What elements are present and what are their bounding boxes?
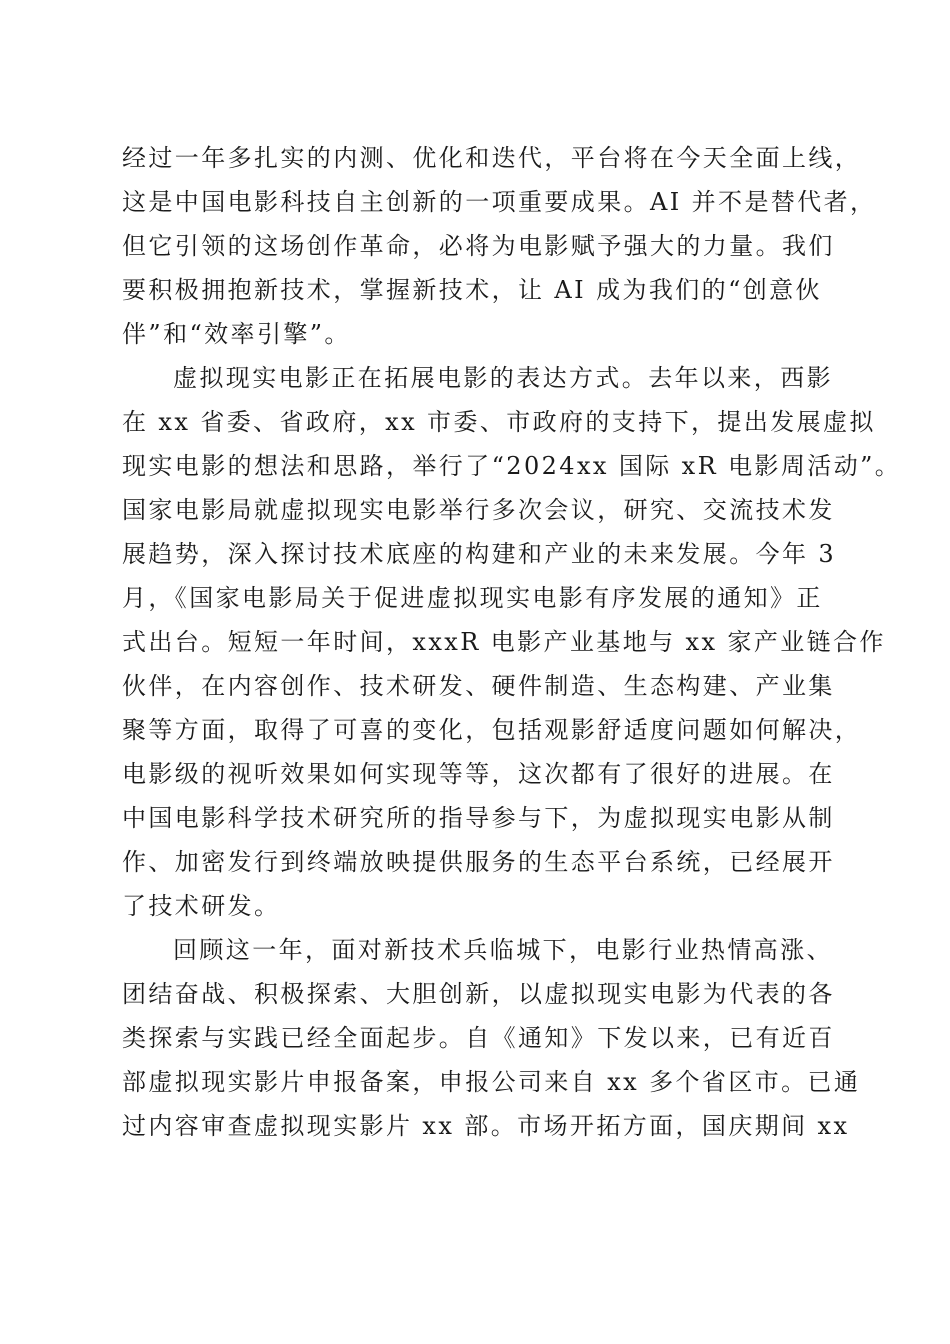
text-line: 虚拟现实电影正在拓展电影的表达方式。去年以来，西影 [173,364,833,392]
text-line: 展趋势，深入探讨技术底座的构建和产业的未来发展。今年 3 [122,540,837,568]
text-line: 伙伴，在内容创作、技术研发、硬件制造、生态构建、产业集 [122,672,835,700]
text-line: 中国电影科学技术研究所的指导参与下，为虚拟现实电影从制 [122,804,835,832]
paragraph-1 [122,136,877,356]
text-line: 式出台。短短一年时间，xxxR 电影产业基地与 xx 家产业链合作 [122,628,886,656]
text-line: 聚等方面，取得了可喜的变化，包括观影舒适度问题如何解决， [122,716,862,744]
text-line: 作、加密发行到终端放映提供服务的生态平台系统，已经展开 [122,848,835,876]
text-line: 月，《国家电影局关于促进虚拟现实电影有序发展的通知》正 [122,584,823,612]
text-line: 电影级的视听效果如何实现等等，这次都有了很好的进展。在 [122,760,835,788]
text-line: 要积极拥抱新技术，掌握新技术，让 AI 成为我们的“创意伙 [122,276,822,304]
paragraph-2 [122,356,902,928]
text-line: 现实电影的想法和思路，举行了“2024xx 国际 xR 电影周活动”。 [122,452,902,480]
paragraph-3 [122,928,861,1148]
text-line: 在 xx 省委、省政府，xx 市委、市政府的支持下，提出发展虚拟 [122,408,876,436]
text-line: 回顾这一年，面对新技术兵临城下，电影行业热情高涨、 [173,936,833,964]
text-line: 过内容审查虚拟现实影片 xx 部。市场开拓方面，国庆期间 xx [122,1112,850,1140]
text-line: 类探索与实践已经全面起步。自《通知》下发以来，已有近百 [122,1024,835,1052]
text-line: 伴”和“效率引擎”。 [122,320,351,348]
text-line: 国家电影局就虚拟现实电影举行多次会议，研究、交流技术发 [122,496,835,524]
text-line: 部虚拟现实影片申报备案，申报公司来自 xx 多个省区市。已通 [122,1068,861,1096]
text-line: 团结奋战、积极探索、大胆创新，以虚拟现实电影为代表的各 [122,980,835,1008]
text-line: 经过一年多扎实的内测、优化和迭代，平台将在今天全面上线， [122,144,862,172]
document-body [122,136,902,1148]
text-line: 但它引领的这场创作革命，必将为电影赋予强大的力量。我们 [122,232,835,260]
text-line: 了技术研发。 [122,892,281,920]
text-line: 这是中国电影科技自主创新的一项重要成果。AI 并不是替代者， [122,188,877,216]
